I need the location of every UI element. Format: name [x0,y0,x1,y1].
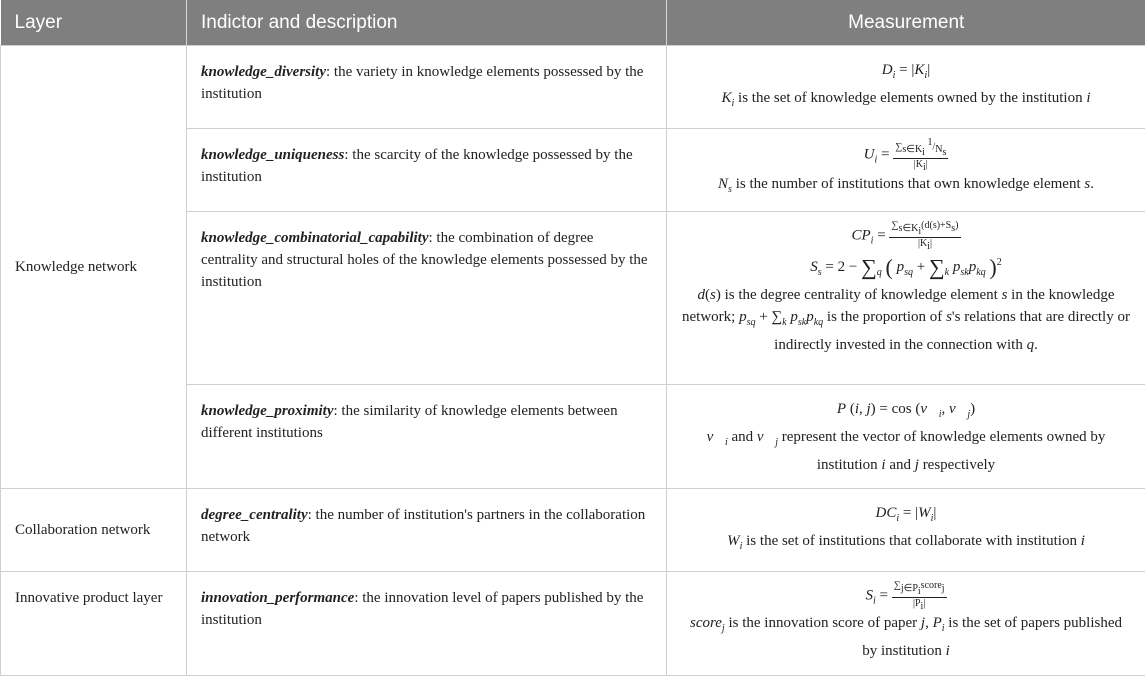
indicator-cell [187,46,667,129]
indicator-description: : the similarity of knowledge elements between different institutions [201,403,618,441]
indicator-cell [187,385,667,489]
measurement-explanation: $N_s$ is the number of institutions that own knowledge element s. [681,173,1131,201]
header-measurement: Measurement [667,0,1145,46]
measurement-cell [667,129,1145,212]
table-row [1,489,1145,572]
measurement-explanation: $W_i$ is the set of institutions that collaborate with institution i [681,530,1131,558]
formula-secondary: $S_s = 2 - \sum_q$ ( $p_{sq} + \sum_k$ $p_{sk}p_{kq}$ )$^2$ [681,252,1131,284]
indicator-description: : the number of institution's partners in the collaboration network [201,507,645,545]
formula: $S_i$ = $\frac{\sum_{j\in P_i}score_j}{|P_i|}$ [681,580,1131,612]
indicator-cell [187,129,667,212]
indicator-description: : the variety in knowledge elements possessed by the institution [201,64,643,102]
measurement-cell [667,46,1145,129]
measurement-explanation: d(s) is the degree centrality of knowledge element s in the knowledge network; $p_{sq} + \sum_k$ $p_{sk}p_{kq}$ is the proportion of s's relations that are directly or indirectly invested in the connection with q. [681,284,1131,356]
header-row [1,0,1145,46]
indicator-term: knowledge_proximity [201,403,334,419]
indicator-term: innovation_performance [201,590,354,606]
indicator-description: : the combination of degree centrality and structural holes of the knowledge elements possessed by the institution [201,230,648,290]
measurement-cell [667,212,1145,385]
indicator-cell [187,212,667,385]
measurement-cell [667,385,1145,489]
layer-cell: Collaboration network [1,489,187,572]
measurement-explanation: $K_i$ is the set of knowledge elements owned by the institution i [681,87,1131,115]
header-indicator: Indictor and description [187,0,667,46]
measurement-cell [667,489,1145,572]
indicator-term: knowledge_diversity [201,64,326,80]
formula: $CP_i$ = $\frac{\sum_{s\in K_i}(d(s)+S_s)}{|K_i|}$ [681,220,1131,252]
measurement-cell [667,572,1145,676]
table-row [1,46,1145,129]
measurement-explanation: $v⃗_i$ and $v⃗_j$ represent the vector of knowledge elements owned by institution i and j respectively [681,426,1131,476]
indicator-description: : the innovation level of papers published by the institution [201,590,643,628]
indicator-cell [187,572,667,676]
indicator-description: : the scarcity of the knowledge possessed by the institution [201,147,633,185]
layer-cell: Knowledge network [1,46,187,489]
header-layer: Layer [1,0,187,46]
indicator-term: knowledge_combinatorial_capability [201,230,429,246]
indicator-term: degree_centrality [201,507,308,523]
formula: P (i, $j) = \cos (v⃗_i$, $v⃗_j$) [681,398,1131,426]
measurement-explanation: score$_j$ is the innovation score of paper j, $P_i$ is the set of papers published by institution i [681,612,1131,662]
formula: $DC_i = |W_i|$ [681,502,1131,530]
indicator-cell [187,489,667,572]
formula: $D_i = |K_i|$ [681,59,1131,87]
layer-cell: Innovative product layer [1,572,187,676]
formula: $U_i$ = $\frac{\sum_{s\in K_i} ^1/_{N_s}}{|K_i|}$ [681,137,1131,173]
indicator-term: knowledge_uniqueness [201,147,344,163]
table-row [1,572,1145,676]
